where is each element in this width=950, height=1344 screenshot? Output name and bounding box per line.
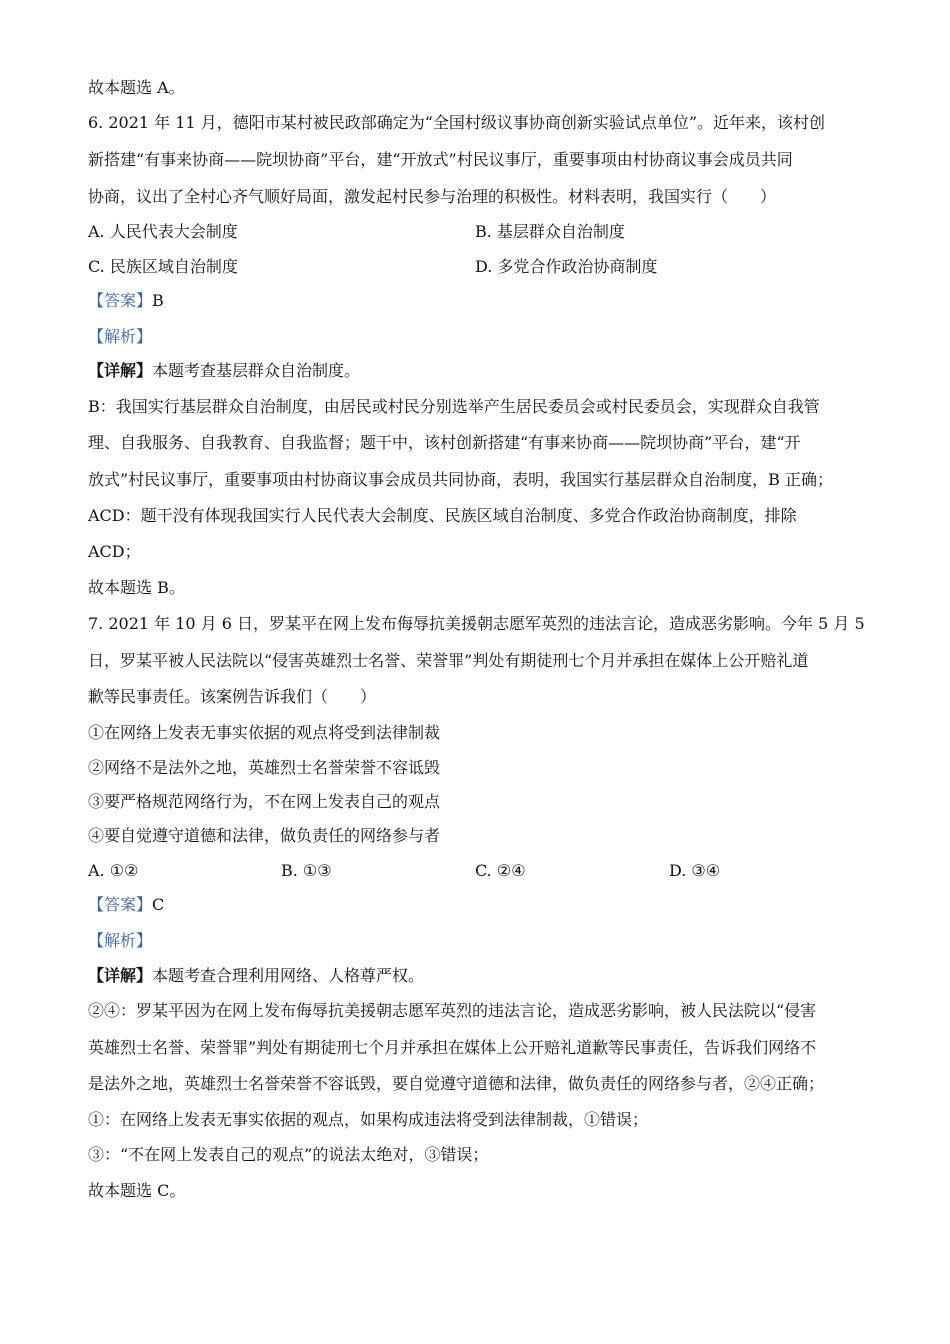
q7-analysis-tag: 【解析】 [88, 931, 153, 950]
q7-explain-line-2: 英雄烈士名誉、荣誉罪”判处有期徒刑七个月并承担在媒体上公开赔礼道歉等民事责任，告诉我们网络不 [88, 1038, 817, 1057]
q6-stem-line-2: 新搭建“有事来协商——院坝协商”平台，建“开放式”村民议事厅，重要事项由村协商议事会成员共同 [88, 150, 793, 169]
q7-explain-line-4: ①：在网络上发表无事实依据的观点，如果构成违法将受到法律制裁，①错误； [88, 1110, 649, 1129]
q7-conclusion: 故本题选 C。 [88, 1181, 186, 1200]
q7-stem-line-2: 日，罗某平被人民法院以“侵害英雄烈士名誉、荣誉罪”判处有期徒刑七个月并承担在媒体上公开赔礼道 [88, 651, 809, 670]
q6-stem-line-3: 协商，议出了全村心齐气顺好局面，激发起村民参与治理的积极性。材料表明，我国实行（ ） [88, 187, 777, 206]
q6-explain-line-4: ACD：题干没有体现我国实行人民代表大会制度、民族区域自治制度、多党合作政治协商制度，排除 [88, 506, 797, 525]
q7-stem-line-3: 歉等民事责任。该案例告诉我们（ ） [88, 687, 377, 706]
q6-answer-row [88, 291, 164, 311]
q6-stem-line-1: 6. 2021 年 11 月，德阳市某村被民政部确定为“全国村级议事协商创新实验试点单位”。近年来，该村创 [88, 113, 826, 132]
q7-explain-line-1: ②④：罗某平因为在网上发布侮辱抗美援朝志愿军英烈的违法言论，造成恶劣影响，被人民法院以“侵害 [88, 1001, 817, 1020]
q6-detail-text: 本题考查基层群众自治制度。 [152, 361, 361, 380]
q7-stem-line-1: 7. 2021 年 10 月 6 日，罗某平在网上发布侮辱抗美援朝志愿军英烈的违法言论，造成恶劣影响。今年 5 月 5 [88, 614, 865, 633]
q6-answer-value: B [152, 291, 164, 310]
q6-explain-line-5: ACD； [88, 542, 141, 561]
q6-explain-line-1: B：我国实行基层群众自治制度，由居民或村民分别选举产生居民委员会或村民委员会，实现群众自我管 [88, 397, 820, 416]
q6-explain-line-2: 理、自我服务、自我教育、自我监督；题干中，该村创新搭建“有事来协商——院坝协商”平台，建“开 [88, 433, 801, 452]
q7-statement-2: ②网络不是法外之地，英雄烈士名誉荣誉不容诋毁 [88, 758, 441, 777]
q6-option-b: B. 基层群众自治制度 [475, 222, 625, 241]
q7-option-a: A. ①② [88, 861, 139, 880]
q7-answer-row [88, 895, 164, 915]
q7-detail-row [88, 966, 424, 986]
q7-answer-value: C [152, 895, 165, 914]
q7-option-b: B. ①③ [281, 861, 332, 880]
q6-explain-line-3: 放式”村民议事厅，重要事项由村协商议事会成员共同协商，表明，我国实行基层群众自治制度，B 正确； [88, 470, 834, 489]
q6-option-a: A. 人民代表大会制度 [88, 222, 238, 241]
q5-conclusion: 故本题选 A。 [88, 78, 185, 97]
q6-option-c: C. 民族区域自治制度 [88, 257, 238, 276]
answer-tag: 【答案】 [88, 291, 153, 310]
q7-statement-3: ③要严格规范网络行为，不在网上发表自己的观点 [88, 792, 441, 811]
detail-tag: 【详解】 [88, 966, 153, 985]
q7-detail-text: 本题考查合理利用网络、人格尊严权。 [152, 966, 425, 985]
q6-detail-row [88, 361, 360, 381]
q6-conclusion: 故本题选 B。 [88, 578, 185, 597]
detail-tag: 【详解】 [88, 361, 153, 380]
q6-analysis-tag: 【解析】 [88, 327, 153, 346]
q7-statement-1: ①在网络上发表无事实依据的观点将受到法律制裁 [88, 723, 441, 742]
answer-tag: 【答案】 [88, 895, 153, 914]
q6-option-d: D. 多党合作政治协商制度 [475, 257, 658, 276]
q7-statement-4: ④要自觉遵守道德和法律，做负责任的网络参与者 [88, 826, 441, 845]
q7-option-d: D. ③④ [669, 861, 721, 880]
q7-option-c: C. ②④ [475, 861, 526, 880]
q7-explain-line-5: ③：“不在网上发表自己的观点”的说法太绝对，③错误； [88, 1145, 489, 1164]
q7-explain-line-3: 是法外之地，英雄烈士名誉荣誉不容诋毁，要自觉遵守道德和法律，做负责任的网络参与者，②④正确； [88, 1074, 825, 1093]
